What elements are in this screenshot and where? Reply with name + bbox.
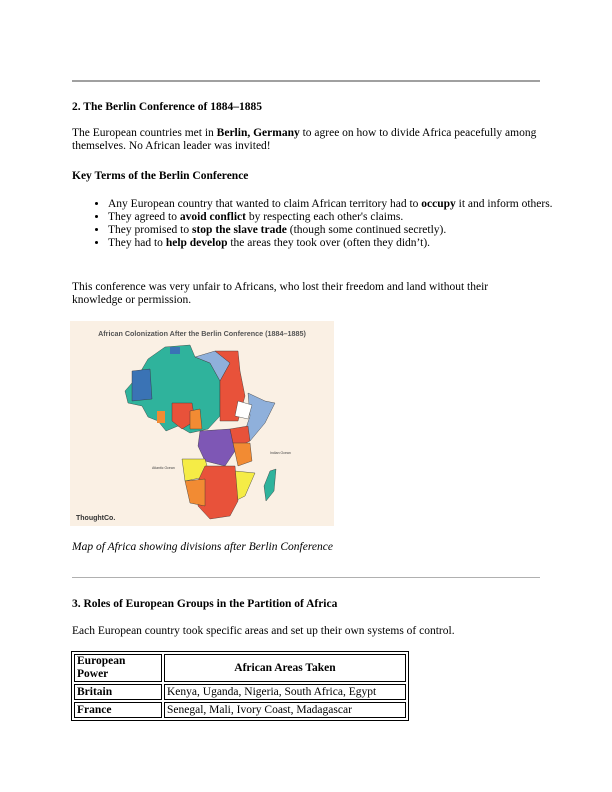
table-row xyxy=(74,684,406,700)
column-header: European Power xyxy=(74,654,162,682)
table-cell: Kenya, Uganda, Nigeria, South Africa, Egypt xyxy=(164,684,406,700)
thoughtco-logo: ThoughtCo. xyxy=(76,515,116,522)
section-heading: 3. Roles of European Groups in the Partition of Africa xyxy=(72,598,338,610)
table-cell: Senegal, Mali, Ivory Coast, Madagascar xyxy=(164,702,406,718)
list-item: • They agreed to avoid conflict by respecting each other's claims. xyxy=(108,211,576,224)
map-title: African Colonization After the Berlin Conference (1884–1885) xyxy=(98,329,306,338)
map-caption: Map of Africa showing divisions after Berlin Conference xyxy=(72,541,333,553)
list-item: • They had to help develop the areas they took over (often they didn’t). xyxy=(108,237,576,250)
intro-paragraph: The European countries met in Berlin, Germany to agree on how to divide Africa peacefully among themselves. No African leader was invited! xyxy=(72,127,537,152)
divider xyxy=(72,577,540,578)
list-item: • They promised to stop the slave trade (though some continued secretly). xyxy=(108,224,576,237)
table-cell: France xyxy=(74,702,162,718)
key-terms-heading: Key Terms of the Berlin Conference xyxy=(72,170,249,182)
divider xyxy=(72,80,540,82)
table-header-row xyxy=(74,654,406,682)
table-cell: Britain xyxy=(74,684,162,700)
section3-intro: Each European country took specific areas and set up their own systems of control. xyxy=(72,625,455,637)
list-item: • Any European country that wanted to claim African territory had to occupy it and inform others. xyxy=(108,198,576,211)
column-header: African Areas Taken xyxy=(164,654,406,682)
africa-map-image xyxy=(70,321,334,526)
table-row xyxy=(74,702,406,718)
indian-ocean-label: Indian Ocean xyxy=(270,451,291,455)
section-heading: 2. The Berlin Conference of 1884–1885 xyxy=(72,101,262,113)
key-terms-list xyxy=(72,198,576,250)
atlantic-ocean-label: Atlantic Ocean xyxy=(152,466,175,470)
european-powers-table xyxy=(71,651,409,721)
conclusion-paragraph: This conference was very unfair to Africans, who lost their freedom and land without their knowledge or permission. xyxy=(72,281,489,306)
